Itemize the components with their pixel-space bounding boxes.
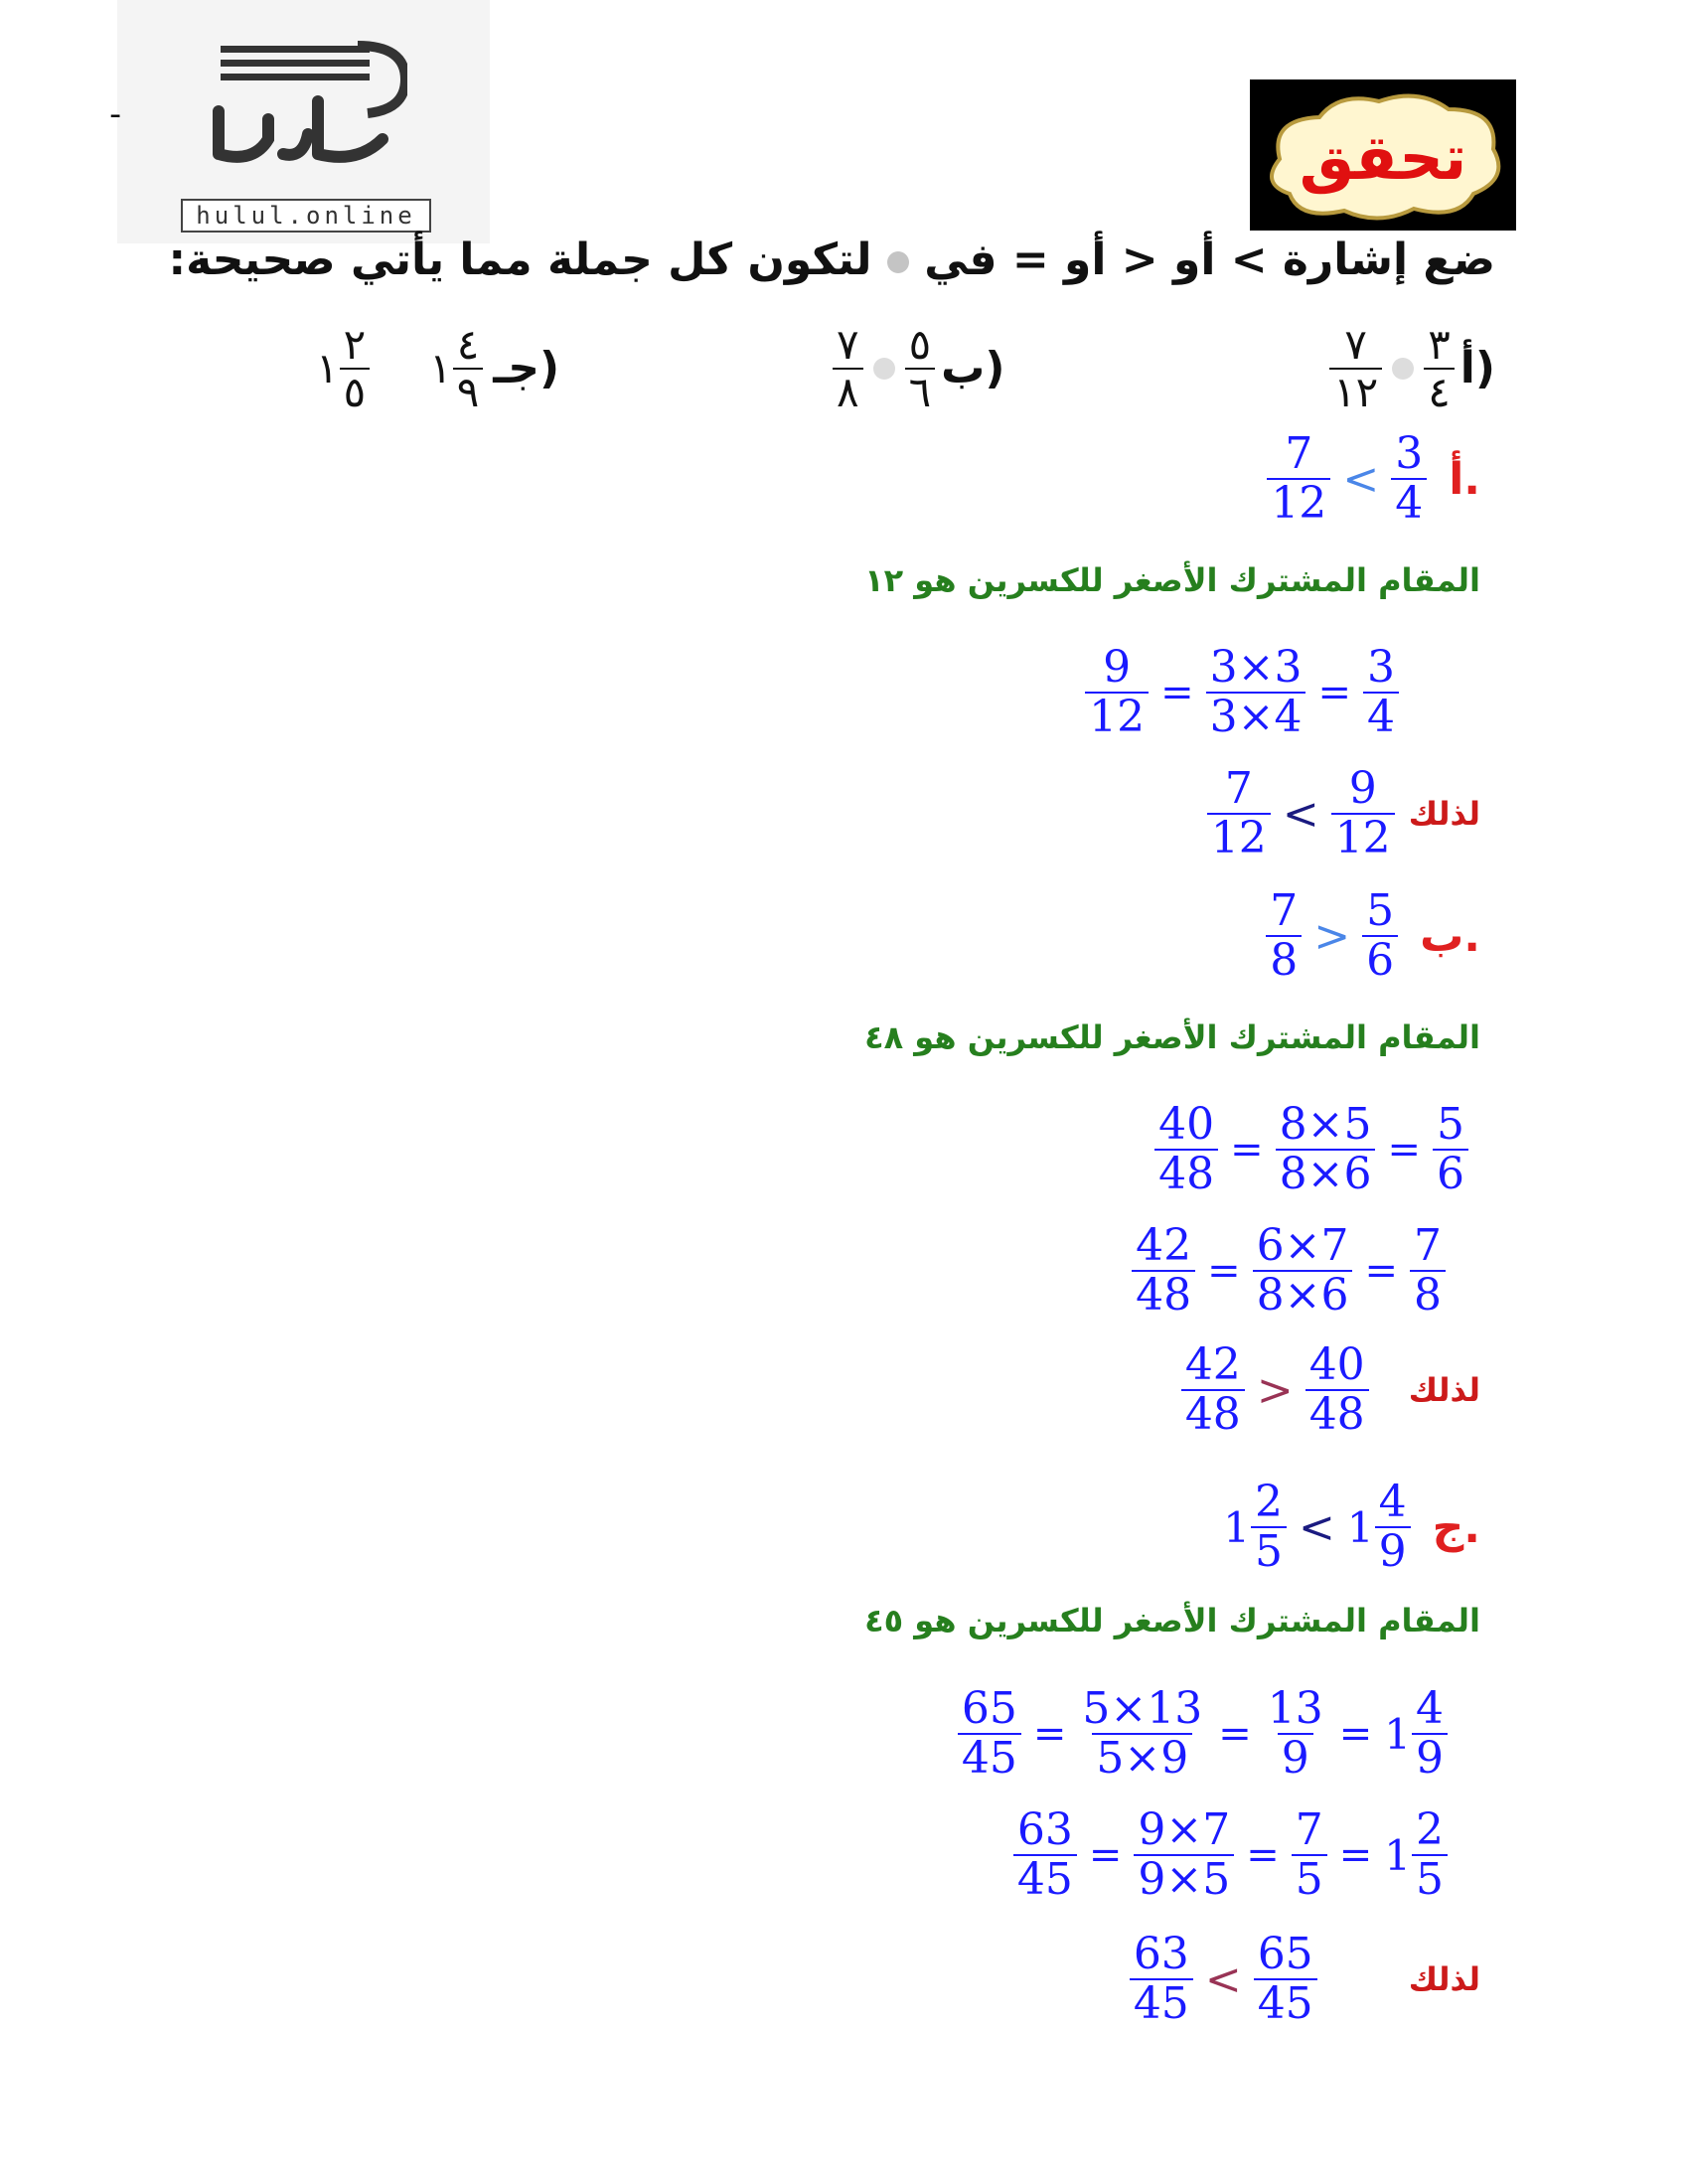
check-badge [1250,79,1516,231]
so-label: لذلك [1408,1960,1480,1998]
equation-b-2: $\frac{42}{48}$ = $\frac{6\times 7}{8\times 6}$ = $\frac{7}{8}$ [1132,1224,1446,1318]
problem-c [316,319,560,416]
answer-label: ب. [1420,910,1480,962]
answer-label: أ. [1449,453,1480,505]
lcd-text-c: المقام المشترك الأصغر للكسرين هو ٤٥ [864,1602,1480,1639]
hulul-logo-icon [209,40,407,179]
problem-label: أ) [1459,343,1495,393]
equation-c-2: $\frac{63}{45}$ = $\frac{9\times 7}{9\times 5}$ = $\frac{7}{5}$ = 1 $\frac{2}{5}$ [1013,1808,1448,1902]
cloud-icon [1250,79,1516,231]
problem-a [1329,319,1495,416]
fraction: $\frac{٧}{١٢}$ [1329,324,1382,413]
so-label: لذلك [1408,795,1480,833]
answer-label: ج. [1432,1501,1480,1553]
page-mark: ـ [111,91,120,124]
lcd-text-b: المقام المشترك الأصغر للكسرين هو ٤٨ [864,1018,1480,1056]
conclusion-c: $\frac{63}{45}$ < $\frac{65}{45}$ لذلك [1130,1933,1480,2026]
problem-b [833,319,1005,416]
problem-label: ب) [941,343,1005,393]
fraction: $\frac{3}{4}$ [1391,432,1427,526]
blank-circle-icon [873,358,895,380]
badge-text: تحقق [1299,121,1467,194]
fraction: $\frac{٧}{٨}$ [833,324,863,413]
answer-a [1267,428,1480,529]
equation-a-1: $\frac{9}{12}$ = $\frac{3\times 3}{3\times 4}$ = $\frac{3}{4}$ [1085,646,1399,739]
conclusion-b: $\frac{42}{48}$ > $\frac{40}{48}$ لذلك [1181,1343,1480,1437]
instruction [169,234,1495,285]
equation-c-1: $\frac{65}{45}$ = $\frac{5\times 13}{5\times 9}$ = $\frac{13}{9}$ = 1 $\frac{4}{9}$ [958,1687,1448,1781]
so-label: لذلك [1408,1371,1480,1409]
instruction-part1: ضع إشارة > أو < أو = في [924,234,1495,285]
fraction: $\frac{٥}{٦}$ [905,324,936,413]
fraction: $\frac{٣}{٤}$ [1424,324,1455,413]
logo-url: hulul.online [181,199,431,233]
mixed-number: ١ $\frac{٢}{٥}$ [316,324,370,413]
fraction: $\frac{7}{12}$ [1267,432,1330,526]
problem-label: جـ) [493,343,560,393]
mixed-number: ١ $\frac{٤}{٩}$ [429,324,483,413]
answer-c: 1 $\frac{2}{5}$ < 1 $\frac{4}{9}$ ج. [1223,1477,1480,1577]
answer-b: $\frac{7}{8}$ > $\frac{5}{6}$ ب. [1266,889,1480,983]
conclusion-a: $\frac{7}{12}$ < $\frac{9}{12}$ لذلك [1207,767,1480,860]
instruction-part2: لتكون كل جملة مما يأتي صحيحة: [168,234,872,285]
comparison-operator: < [1342,453,1380,505]
blank-circle-icon [887,251,909,273]
blank-circle-icon [1392,358,1414,380]
equation-b-1: $\frac{40}{48}$ = $\frac{8\times 5}{8\times 6}$ = $\frac{5}{6}$ [1154,1103,1468,1196]
lcd-text-a: المقام المشترك الأصغر للكسرين هو ١٢ [864,561,1480,599]
